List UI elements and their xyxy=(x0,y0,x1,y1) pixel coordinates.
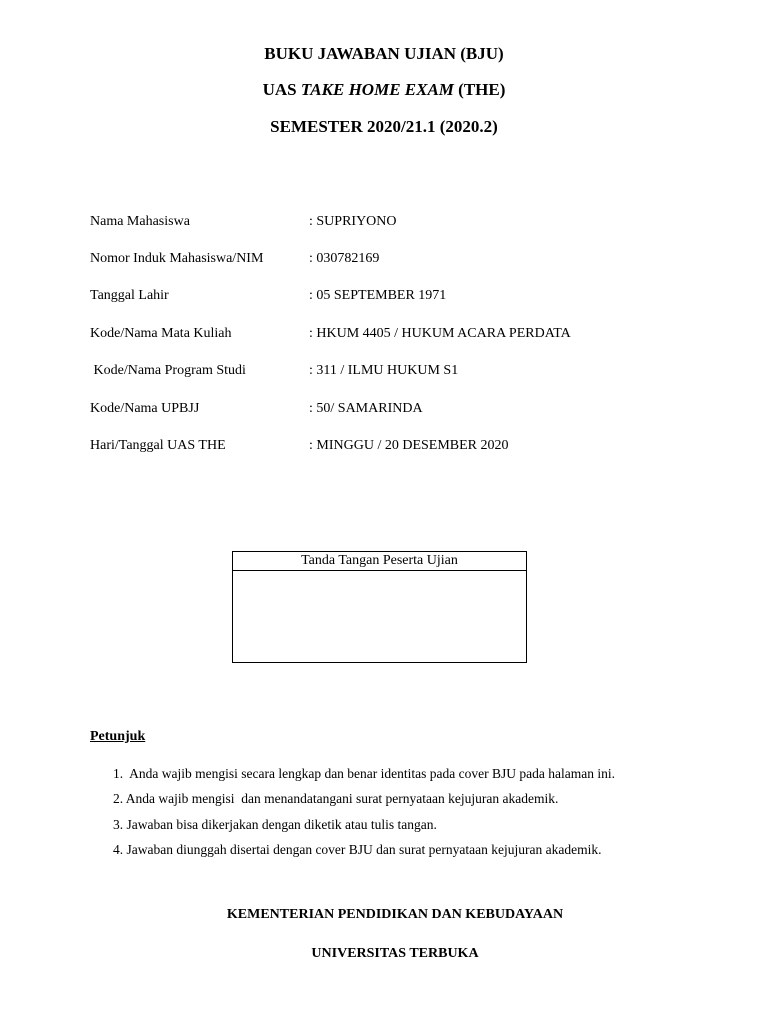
field-row-tanggal-lahir xyxy=(0,286,768,306)
instruction-item: 1. Anda wajib mengisi secara lengkap dan benar identitas pada cover BJU pada halaman ini. xyxy=(113,766,615,781)
exam-type-prefix: UAS xyxy=(262,80,297,99)
exam-type-italic: TAKE HOME EXAM xyxy=(300,80,454,99)
field-value: : SUPRIYONO xyxy=(309,214,397,229)
document-title: BUKU JAWABAN UJIAN (BJU) xyxy=(264,44,504,63)
exam-type-suffix: (THE) xyxy=(458,80,506,99)
field-label: Kode/Nama Program Studi xyxy=(90,363,246,378)
field-value: : 05 SEPTEMBER 1971 xyxy=(309,288,447,303)
field-row-tanggal-uas xyxy=(0,436,768,456)
field-value: : 030782169 xyxy=(309,251,380,266)
field-row-nama xyxy=(0,212,768,232)
ministry-name: KEMENTERIAN PENDIDIKAN DAN KEBUDAYAAN xyxy=(226,907,564,922)
field-row-upbjj xyxy=(0,399,768,419)
instruction-item: 2. Anda wajib mengisi dan menandatangani surat pernyataan kejujuran akademik. xyxy=(113,791,559,806)
field-label: Nama Mahasiswa xyxy=(90,214,190,229)
field-label: Kode/Nama Mata Kuliah xyxy=(90,326,232,341)
exam-type-title xyxy=(0,80,768,100)
field-value: : 311 / ILMU HUKUM S1 xyxy=(309,363,459,378)
instructions-title: Petunjuk xyxy=(90,729,146,744)
field-label: Tanggal Lahir xyxy=(90,288,169,303)
field-row-mata-kuliah xyxy=(0,324,768,344)
field-label: Hari/Tanggal UAS THE xyxy=(90,438,226,453)
instruction-item: 3. Jawaban bisa dikerjakan dengan diketik atau tulis tangan. xyxy=(113,817,437,832)
university-name: UNIVERSITAS TERBUKA xyxy=(311,946,479,961)
field-label: Nomor Induk Mahasiswa/NIM xyxy=(90,251,264,266)
field-row-nim xyxy=(0,249,768,269)
field-label: Kode/Nama UPBJJ xyxy=(90,401,200,416)
field-value: : MINGGU / 20 DESEMBER 2020 xyxy=(309,438,509,453)
field-value: : HKUM 4405 / HUKUM ACARA PERDATA xyxy=(309,326,571,341)
field-row-program-studi xyxy=(0,361,768,381)
field-value: : 50/ SAMARINDA xyxy=(309,401,423,416)
signature-box xyxy=(232,551,527,663)
signature-area[interactable] xyxy=(233,571,526,662)
instruction-item: 4. Jawaban diunggah disertai dengan cover BJU dan surat pernyataan kejujuran akademik. xyxy=(113,842,602,857)
signature-box-label: Tanda Tangan Peserta Ujian xyxy=(233,552,526,571)
semester-title: SEMESTER 2020/21.1 (2020.2) xyxy=(270,117,498,136)
